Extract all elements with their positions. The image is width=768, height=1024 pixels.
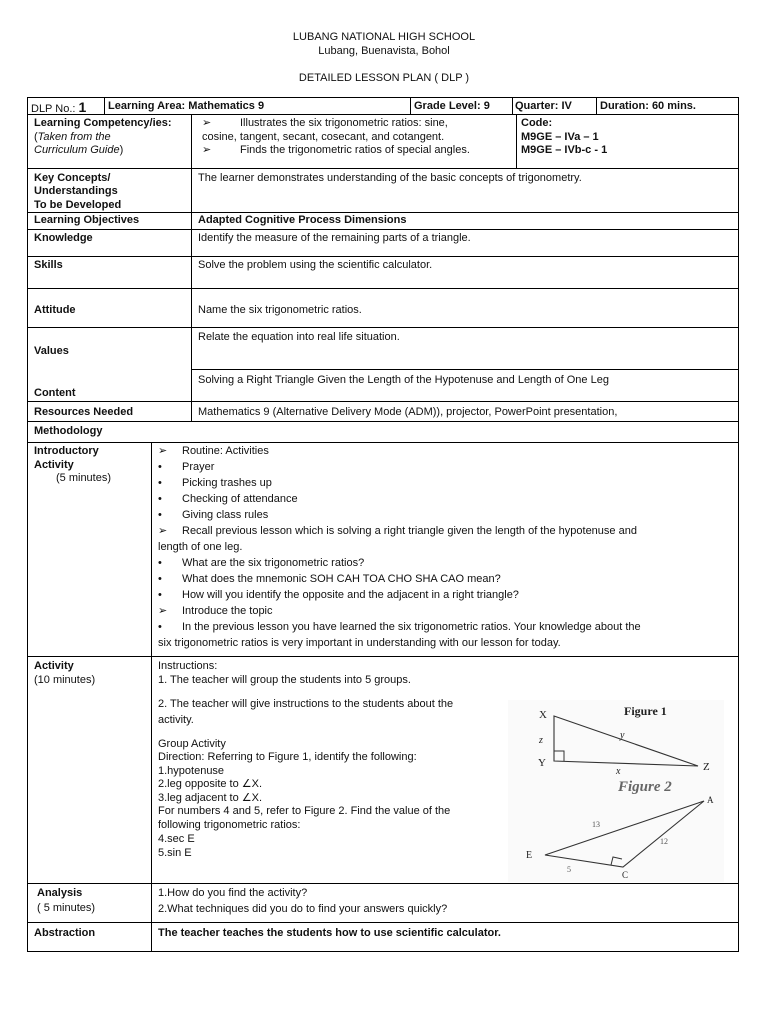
side-x-label: x <box>616 766 621 777</box>
vertex-a-label: A <box>707 795 714 805</box>
duration: Duration: 60 mins. <box>600 100 696 112</box>
vertex-y-label: Y <box>538 757 546 769</box>
list-item: • Picking trashes up <box>158 477 272 489</box>
abstraction-text: The teacher teaches the students how to use scientific calculator. <box>158 927 501 939</box>
figure-image <box>508 700 724 882</box>
activity-minutes: (10 minutes) <box>34 674 96 686</box>
activity-step-2: 2. The teacher will give instructions to the students about the <box>158 698 454 710</box>
figures-svg <box>508 700 724 882</box>
figure-2-title: Figure 2 <box>618 779 672 795</box>
vertex-c-label: C <box>622 870 629 880</box>
list-item: • Giving class rules <box>158 509 269 521</box>
bullet-icon: • <box>158 573 162 585</box>
activity-instructions: Instructions: <box>158 660 218 672</box>
resources-text: Mathematics 9 (Alternative Delivery Mode (ADM)), projector, PowerPoint presentation, <box>198 406 618 418</box>
school-address: Lubang, Buenavista, Bohol <box>318 45 450 57</box>
activity-item-2: 2.leg opposite to ∠X. <box>158 778 263 790</box>
arrow-icon: ➢ <box>158 525 168 537</box>
learning-area: Learning Area: Mathematics 9 <box>108 100 265 112</box>
key-concepts-text: The learner demonstrates understanding of the basic concepts of trigonometry. <box>198 172 582 184</box>
list-item: ➢ Introduce the topic <box>158 605 273 617</box>
side-y-label: y <box>620 730 625 741</box>
attitude-label: Attitude <box>34 304 76 316</box>
competency-label: Learning Competency/ies: <box>34 117 172 129</box>
arrow-icon: ➢ <box>202 117 212 129</box>
resources-label: Resources Needed <box>34 406 134 418</box>
analysis-q1: 1.How do you find the activity? <box>158 887 308 899</box>
key-concepts-label-2: Understandings <box>34 185 118 197</box>
vertex-x-label: X <box>539 709 547 721</box>
abstraction-label: Abstraction <box>34 927 96 939</box>
bullet-icon: • <box>158 477 162 489</box>
code-1: M9GE – IVa – 1 <box>521 131 599 143</box>
competency-item-1: ➢ Illustrates the six trigonometric ratios: sine, <box>202 117 448 129</box>
analysis-label: Analysis <box>37 887 83 899</box>
list-item-cont: length of one leg. <box>158 541 243 553</box>
list-item: • What does the mnemonic SOH CAH TOA CHO SHA CAO mean? <box>158 573 501 585</box>
bullet-icon: • <box>158 461 162 473</box>
introductory-label: Introductory <box>34 445 99 457</box>
content-text: Solving a Right Triangle Given the Length of the Hypotenuse and Length of One Leg <box>198 374 609 386</box>
activity-for45-cont: following trigonometric ratios: <box>158 819 301 831</box>
activity-for45: For numbers 4 and 5, refer to Figure 2. Find the value of the <box>158 805 451 817</box>
list-item-cont: six trigonometric ratios is very important in understanding with our lesson for today. <box>158 637 561 649</box>
values-label: Values <box>34 345 69 357</box>
arrow-icon: ➢ <box>202 144 212 156</box>
list-item: • How will you identify the opposite and the adjacent in a right triangle? <box>158 589 519 601</box>
bullet-icon: • <box>158 621 162 633</box>
vertex-e-label: E <box>526 850 533 861</box>
code-label: Code: <box>521 117 553 129</box>
competency-note: (Taken from the <box>34 131 111 143</box>
analysis-minutes: ( 5 minutes) <box>37 902 96 914</box>
list-item: ➢ Routine: Activities <box>158 445 269 457</box>
list-item: ➢ Recall previous lesson which is solving a right triangle given the length of the hypotenuse and <box>158 525 637 537</box>
competency-item-1-cont: cosine, tangent, secant, cosecant, and cotangent. <box>202 131 445 143</box>
content-label: Content <box>34 387 76 399</box>
group-activity: Group Activity <box>158 738 226 750</box>
grade-level: Grade Level: 9 <box>414 100 490 112</box>
document-title: DETAILED LESSON PLAN ( DLP ) <box>298 72 470 84</box>
key-concepts-label: Key Concepts/ <box>34 172 111 184</box>
methodology-label: Methodology <box>34 425 103 437</box>
introductory-minutes: (5 minutes) <box>56 472 112 484</box>
bullet-icon: • <box>158 557 162 569</box>
code-2: M9GE – IVb-c - 1 <box>521 144 608 156</box>
knowledge-label: Knowledge <box>34 232 93 244</box>
list-item: • In the previous lesson you have learned the six trigonometric ratios. Your knowledge about the <box>158 621 641 633</box>
bullet-icon: • <box>158 493 162 505</box>
attitude-text: Name the six trigonometric ratios. <box>198 304 362 316</box>
skills-label: Skills <box>34 259 63 271</box>
side-13-label: 13 <box>592 820 600 829</box>
side-z-label: z <box>539 735 543 746</box>
list-item: • Prayer <box>158 461 215 473</box>
list-item: • What are the six trigonometric ratios? <box>158 557 365 569</box>
activity-item-4: 4.sec E <box>158 833 195 845</box>
analysis-q2: 2.What techniques did you do to find your answers quickly? <box>158 903 448 915</box>
competency-note-2: Curriculum Guide) <box>34 144 124 156</box>
activity-direction: Direction: Referring to Figure 1, identify the following: <box>158 751 417 763</box>
side-5-label: 5 <box>567 865 571 874</box>
dlp-number: DLP No.: 1 <box>31 99 87 115</box>
arrow-icon: ➢ <box>158 445 168 457</box>
activity-item-5: 5.sin E <box>158 847 192 859</box>
key-concepts-label-3: To be Developed <box>34 199 122 211</box>
list-item: • Checking of attendance <box>158 493 298 505</box>
objectives-label: Learning Objectives <box>34 214 140 226</box>
activity-step-2-cont: activity. <box>158 714 194 726</box>
activity-item-3: 3.leg adjacent to ∠X. <box>158 792 263 804</box>
side-12-label: 12 <box>660 837 668 846</box>
knowledge-text: Identify the measure of the remaining parts of a triangle. <box>198 232 471 244</box>
vertex-z-label: Z <box>703 761 710 773</box>
skills-text: Solve the problem using the scientific calculator. <box>198 259 433 271</box>
bullet-icon: • <box>158 589 162 601</box>
quarter: Quarter: IV <box>515 100 572 112</box>
school-name: LUBANG NATIONAL HIGH SCHOOL <box>292 31 476 43</box>
arrow-icon: ➢ <box>158 605 168 617</box>
activity-step-1: 1. The teacher will group the students into 5 groups. <box>158 674 411 686</box>
dimension-label: Adapted Cognitive Process Dimensions <box>198 214 407 226</box>
competency-item-2: ➢ Finds the trigonometric ratios of special angles. <box>202 144 470 156</box>
figure-1-title: Figure 1 <box>624 704 667 718</box>
introductory-label-2: Activity <box>34 459 74 471</box>
activity-label: Activity <box>34 660 74 672</box>
bullet-icon: • <box>158 509 162 521</box>
values-text: Relate the equation into real life situation. <box>198 331 400 343</box>
activity-item-1: 1.hypotenuse <box>158 765 225 777</box>
